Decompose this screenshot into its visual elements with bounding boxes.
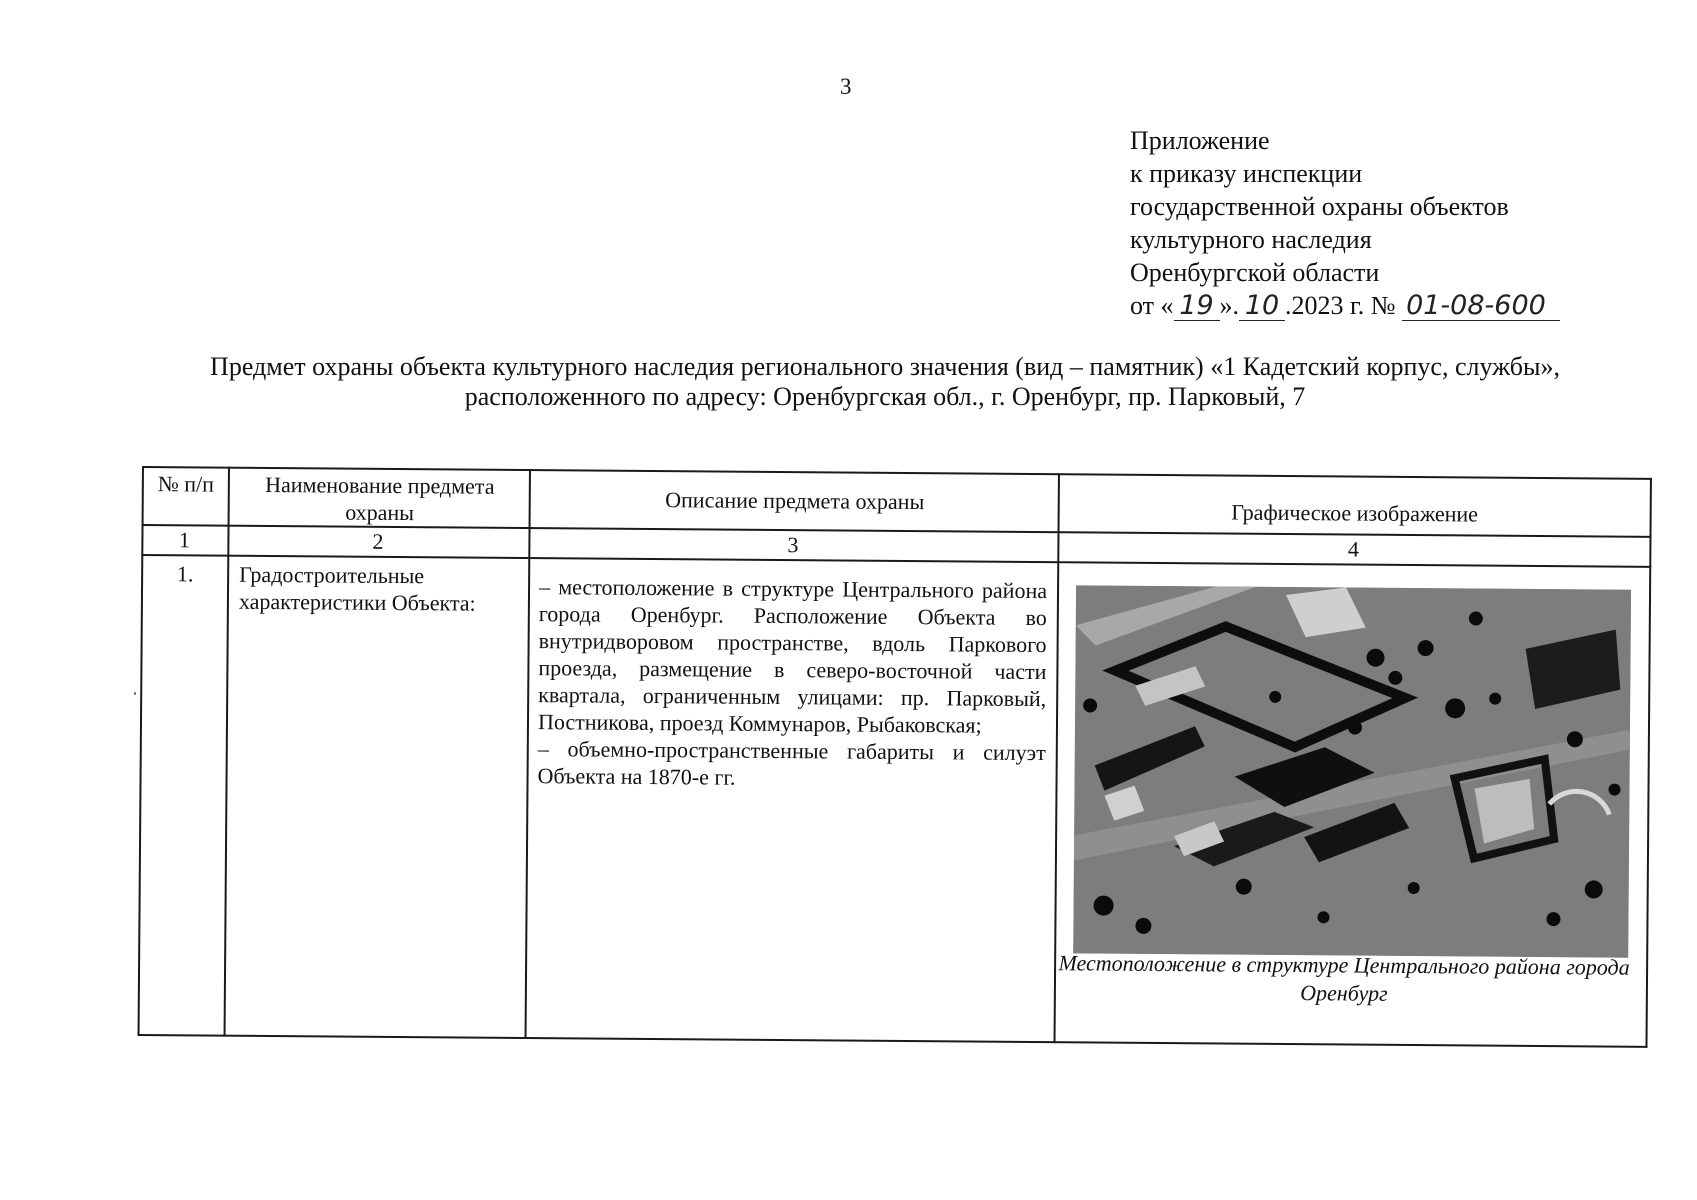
appendix-line: к приказу инспекции xyxy=(1130,159,1363,188)
column-number: 1 xyxy=(178,527,191,553)
image-caption: Местоположение в структуре Центрального района города Оренбург xyxy=(1058,950,1630,1006)
handwritten-month: 10 xyxy=(1239,292,1285,321)
handwritten-day: 19 xyxy=(1174,292,1220,321)
description-item: – объемно-пространственные габариты и силуэт Объекта на 1870-е гг. xyxy=(537,736,1046,790)
protection-subject-table xyxy=(138,466,1652,1048)
header-number: № п/п xyxy=(157,471,215,497)
row-number: 1. xyxy=(176,561,194,587)
date-year: .2023 г. № xyxy=(1285,291,1396,320)
header-description: Описание предмета охраны xyxy=(665,487,925,515)
appendix-line: культурного наследия xyxy=(1130,225,1372,254)
description-item: – местоположение в структуре Центрального района города Оренбург. Расположение Объекта во внутридворовом пространстве, вдоль Паркового проезда, размещение в северо-восточной части квартала, ограниченным улицами: пр. Парковый, Постникова, проезд Коммунаров, Рыбаковская; xyxy=(537,574,1048,738)
date-mid: ». xyxy=(1219,291,1240,320)
handwritten-order-number: 01-08-600 xyxy=(1402,292,1560,321)
appendix-block xyxy=(1130,124,1560,322)
header-name: Наименование предмета охраны xyxy=(265,471,495,526)
scan-speck xyxy=(134,692,136,695)
appendix-line: государственной охраны объектов xyxy=(1130,192,1509,221)
appendix-line: Приложение xyxy=(1130,126,1270,155)
column-number: 4 xyxy=(1347,536,1359,562)
column-number: 3 xyxy=(787,532,799,558)
aerial-map-image xyxy=(1073,585,1631,957)
row-description xyxy=(537,573,1047,793)
row-name: Градостроительные характеристики Объекта: xyxy=(238,561,476,616)
date-prefix: от « xyxy=(1130,291,1174,320)
table-border xyxy=(138,1034,1648,1047)
header-image: Графическое изображение xyxy=(1231,499,1479,527)
column-number: 2 xyxy=(372,528,384,554)
appendix-line: Оренбургской области xyxy=(1130,258,1380,287)
page-number: 3 xyxy=(840,74,852,99)
aerial-photo-graphic xyxy=(1073,585,1631,957)
order-date-line xyxy=(1130,289,1560,322)
document-title: Предмет охраны объекта культурного наследия регионального значения (вид – памятник) «1 Кадетский корпус, службы», расположенного по адресу: Оренбургская обл., г. Оренбург, пр. Парковый, 7 xyxy=(210,352,1560,411)
